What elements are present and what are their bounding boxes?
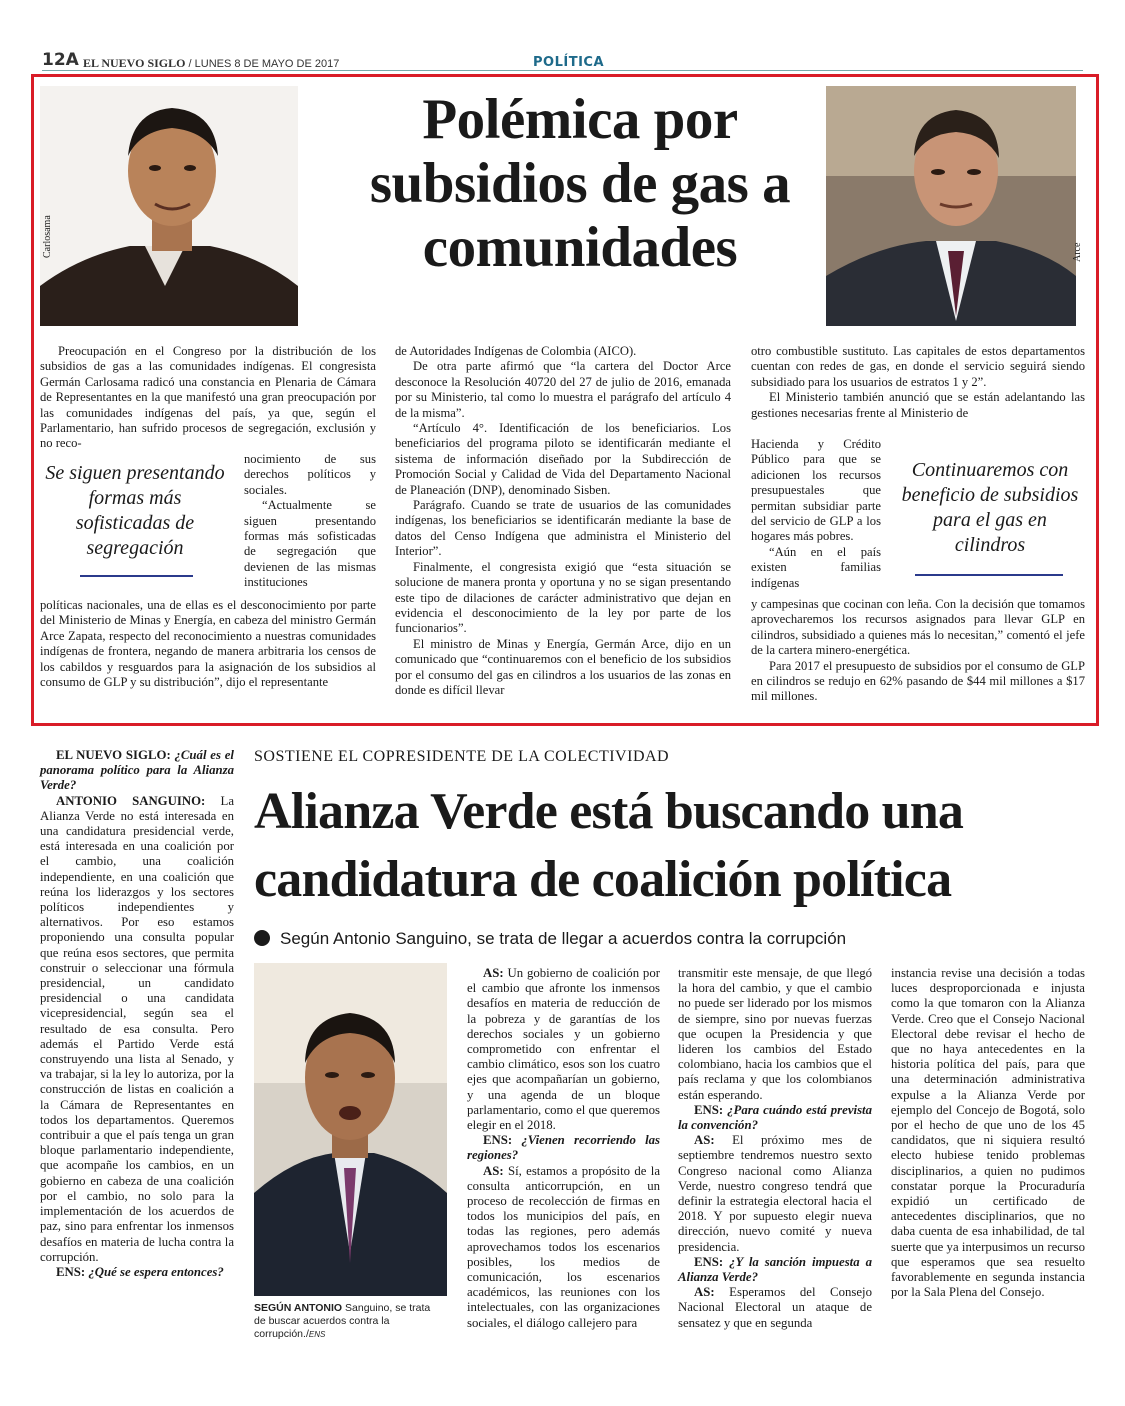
story1-column-1-side bbox=[244, 452, 376, 591]
answer-text: El próximo mes de septiembre tendremos nuestro sexto Congreso nacional como Alianza Verde, nuestro congreso tendrá que definir la estrategia electoral hacia el 2018. Y por supuesto elegir nueva dirección, nuevo comité y nueva presidencia. bbox=[678, 1133, 872, 1254]
speaker-lead: ENS: bbox=[483, 1133, 522, 1148]
story1-column-3b bbox=[751, 597, 1085, 705]
paragraph: nocimiento de sus derechos políticos y sociales. bbox=[244, 452, 376, 497]
photo-sanguino bbox=[254, 963, 447, 1296]
story1-column-3a bbox=[751, 344, 1085, 421]
header-rule bbox=[42, 70, 1083, 71]
answer-text: Esperamos del Consejo Nacional Electoral un ataque de sensatez y que en segunda bbox=[678, 1285, 872, 1330]
paragraph: y campesinas que cocinan con leña. Con la decisión que tomamos aprovecharemos los recursos asignados para llevar GLP en cilindros, subsidiado a quienes más lo necesitan,” comentó el jefe de la cartera minero-energética. bbox=[751, 597, 1085, 658]
question-text: ¿Vienen recorriendo las regiones? bbox=[467, 1133, 660, 1163]
caption-lead: SEGÚN ANTONIO bbox=[254, 1302, 343, 1314]
answer bbox=[678, 1133, 872, 1255]
paper-name: EL NUEVO SIGLO bbox=[83, 56, 186, 70]
answer-text: Sí, estamos a propósito de la consulta anticorrupción, en un proceso de recolección de firmas en todos los municipios del país, en todas las regiones, pero además aprovechamos todos los escenarios posibles, los medios de comunicación, los escenarios académicos, las reuniones con los intelectuales, con las organizaciones sociales, el diálogo callejero para bbox=[467, 1163, 660, 1330]
paragraph: De otra parte afirmó que “la cartera del Doctor Arce desconoce la Resolución 40720 del 27 de julio de 2016, emanada por su Ministerio, tal como lo muestra el parágrafo del artículo 4 de la misma”. bbox=[395, 359, 731, 420]
paragraph: Preocupación en el Congreso por la distribución de los subsidios de gas a las comunidades indígenas. El congresista Germán Carlosama radicó una constancia en Plenaria de Cámara de Representantes en la que manifestó una gran preocupación por las comunidades indígenas del país, ya que, según el Parlamentario, han sufrido procesos de segregación, exclusión y no reco- bbox=[40, 344, 376, 451]
photo-carlosama bbox=[40, 86, 298, 326]
paragraph: Para 2017 el presupuesto de subsidios por el consumo de GLP en cilindros se redujo en 62% pasando de $44 mil millones a $17 mil millones. bbox=[751, 658, 1085, 704]
paragraph: “Actualmente se siguen presentando formas más sofisticadas de segregación que devienen de las mismas instituciones bbox=[244, 498, 376, 590]
question bbox=[467, 1133, 660, 1163]
speaker-lead: ENS: bbox=[694, 1102, 728, 1117]
paragraph: El ministro de Minas y Energía, Germán Arce, dijo en un comunicado que “continuaremos con el beneficio de los subsidios por el consumo del gas en cilindros a los usuarios de las zonas en donde es difícil llevar bbox=[395, 636, 731, 697]
caption-text: Sanguino, se trata de buscar acuerdos contra la corrupción./ bbox=[254, 1302, 431, 1340]
photo-arce bbox=[826, 86, 1076, 326]
issue-date: / LUNES 8 DE MAYO DE 2017 bbox=[188, 58, 340, 70]
paragraph: El Ministerio también anunció que se están adelantando las gestiones necesarias frente al Ministerio de bbox=[751, 390, 1085, 420]
question-text: ¿Qué se espera entonces? bbox=[88, 1264, 224, 1279]
speaker-lead: ENS: bbox=[56, 1264, 89, 1279]
answer bbox=[467, 1164, 660, 1331]
answer-text: La Alianza Verde no está interesada en una candidatura presidencial verde, está interesada en una coalición por el cambio, una coalición independiente, en una coalición que reúna los liderazgos y los sectores políticos independientes y alternativos. Por eso estamos proponiendo una consulta popular que reúna esos sectores, que permita construir o seleccionar una fórmula presidencial, un candidato presidencial o una candidata vicepresidencial, según sea el resultado de esa consulta. Pero además el Partido Verde está construyendo una lista al Senado, y va trabajar, si la ley lo autoriza, por la construcción de listas en coalición a la Cámara de Representantes en todos los departamentos. Queremos contribuir a que el país tenga un gran bloque parlamentario independiente, que acompañe los cambios, en un gobierno en cabeza de una coalición por el cambio, no solo para la implementación de los acuerdos de paz, sino para enfrentar los inmensos desafíos en materia de lucha contra la corrupción. bbox=[40, 793, 234, 1264]
subheadline bbox=[254, 929, 846, 949]
pull-quote-left-rule bbox=[80, 575, 193, 577]
interview-column-3 bbox=[678, 966, 872, 1331]
question bbox=[678, 1255, 872, 1285]
page-number: 12A bbox=[42, 50, 79, 70]
pull-quote-left: Se siguen presentando formas más sofisticadas de segregación bbox=[45, 462, 225, 559]
interview-column-1 bbox=[40, 748, 234, 1280]
question-text: ¿Y la sanción impuesta a Alianza Verde? bbox=[678, 1254, 873, 1285]
paragraph: “Aún en el país existen familias indígenas bbox=[751, 544, 881, 590]
answer: transmitir este mensaje, de que llegó la hora del cambio, y que el cambio no puede ser liderado por los mismos de siempre, sino por nuevas fuerzas que ocupen la Presidencia y que lideren los cambios del Estado colombiano, hacia los cambios que el país reclama y que los colombianos están esperando. bbox=[678, 966, 872, 1102]
speaker-lead: ANTONIO SANGUINO: bbox=[56, 793, 221, 808]
interview-column-2 bbox=[467, 966, 660, 1331]
answer: instancia revise una decisión a todas luces desproporcionada e injusta como la que tomaron con la Alianza Verde. Creo que el Consejo Nacional Electoral debe revisar el hecho de que no haya antecedentes en la historia política del país, para que una determinación administrativa expulse a la Alianza Verde por ejemplo del Concejo de Bogotá, solo por el hecho de que uno de los 45 candidatos, que ni siquiera resultó electo hubiese tenido problemas disciplinarios, a quien no pudimos constatar porque la Procuraduría expidió un certificado de antecedentes disciplinarios, que no daba cuenta de esa inhabilidad, de tal suerte que ya interpusimos un recurso que esperamos que sea resuelto favorablemente en segunda instancia por la Sala Plena del Consejo. bbox=[891, 966, 1085, 1300]
speaker-lead: ENS: bbox=[694, 1254, 730, 1269]
photo-credit-carlosama: Carlosama bbox=[42, 215, 53, 258]
pull-quote-right-rule bbox=[915, 574, 1063, 576]
headline-alianza-verde: Alianza Verde está buscando una candidatura de coalición política bbox=[254, 783, 964, 908]
paragraph: Parágrafo. Cuando se trate de usuarios de las comunidades indígenas, los beneficiarios se identificarán mediante la base de datos del Censo Indígena que administra el Ministerio del Interior”. bbox=[395, 498, 731, 559]
speaker-lead: AS: bbox=[483, 966, 508, 980]
photo-caption bbox=[254, 1302, 444, 1341]
section-label: POLÍTICA bbox=[533, 55, 605, 70]
question bbox=[678, 1103, 872, 1133]
speaker-lead: EL NUEVO SIGLO: bbox=[56, 748, 175, 762]
story1-column-3-side bbox=[751, 437, 881, 591]
question-text: ¿Cuál es el panorama político para la Alianza Verde? bbox=[40, 748, 234, 793]
caption-credit: ENS bbox=[308, 1330, 326, 1339]
question bbox=[40, 748, 234, 794]
speaker-lead: AS: bbox=[694, 1133, 733, 1148]
question bbox=[40, 1265, 234, 1280]
headline-gas-subsidies: Polémica por subsidios de gas a comunidades bbox=[369, 88, 791, 279]
interview-column-4 bbox=[891, 966, 1085, 1300]
masthead bbox=[83, 56, 339, 71]
story1-column-2 bbox=[395, 344, 731, 698]
paragraph: “Artículo 4°. Identificación de los beneficiarios. Los beneficiarios del programa piloto se identificarán mediante el sistema de información diseñado por la Subdirección de Promoción Social y Calidad de Vida del Departamento Nacional de Planeación (DNP), denominado Sisben. bbox=[395, 421, 731, 497]
subheadline-text: Según Antonio Sanguino, se trata de llegar a acuerdos contra la corrupción bbox=[280, 929, 847, 948]
bullet-icon bbox=[254, 930, 270, 946]
kicker: SOSTIENE EL COPRESIDENTE DE LA COLECTIVIDAD bbox=[254, 748, 670, 765]
paragraph: Finalmente, el congresista exigió que “esta situación se solucione de manera pronta y oportuna y no se sigan presentando este tipo de dilaciones de carácter administrativo que dejan en evidencia el desconocimiento de la ley por parte de los funcionarios”. bbox=[395, 559, 731, 636]
pull-quote-right: Continuaremos con beneficio de subsidios para el gas en cilindros bbox=[901, 459, 1079, 556]
speaker-lead: AS: bbox=[694, 1285, 730, 1300]
photo-credit-arce: Arce bbox=[1072, 242, 1083, 262]
paragraph: políticas nacionales, una de ellas es el desconocimiento por parte del Ministerio de Minas y Energía, en cabeza del ministro Germán Arce Zapata, respecto del reconocimiento a nuestras comunidades indígenas de frontera, negando de manera arbitraria los censos de los cabildos y resguardos para la asignación de los subsidios al consumo de GLP y su distribución”, dijo el representante bbox=[40, 598, 376, 690]
answer-text: Un gobierno de coalición por el cambio que afronte los inmensos desafíos en materia de reducción de la pobreza y de garantías de los derechos sociales y un gobierno comprometido con enfrentar el cambio climático, esos son los cuatro ejes que acompañarían un gobierno, y una agenda de un bloque parlamentario, como el que queremos elegir en el 2018. bbox=[467, 966, 660, 1133]
paragraph: de Autoridades Indígenas de Colombia (AICO). bbox=[395, 344, 637, 358]
speaker-lead: AS: bbox=[483, 1163, 508, 1178]
paragraph: Hacienda y Crédito Público para que se adicionen los recursos presupuestales que permitan subsidiar parte del servicio de GLP a los hogares más pobres. bbox=[751, 437, 881, 544]
question-text: ¿Para cuándo está prevista la convención? bbox=[678, 1102, 873, 1133]
paragraph: otro combustible sustituto. Las capitales de estos departamentos cuentan con redes de gas, en donde el servicio seguirá siendo subsidiado para los usuarios de estratos 1 y 2”. bbox=[751, 344, 1085, 389]
answer bbox=[678, 1285, 872, 1331]
story1-column-1a bbox=[40, 344, 376, 452]
answer bbox=[40, 794, 234, 1265]
story1-column-1b bbox=[40, 598, 376, 690]
answer bbox=[467, 966, 660, 1133]
